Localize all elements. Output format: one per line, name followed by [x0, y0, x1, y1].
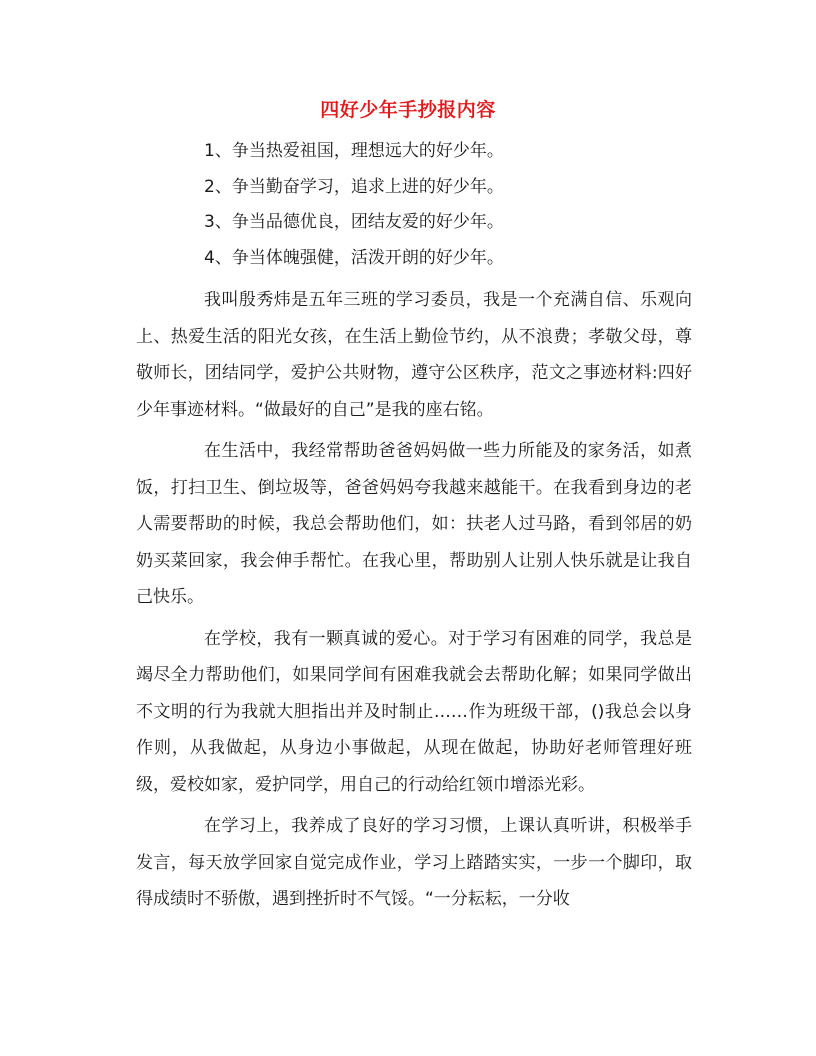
- list-item: 3、争当品德优良，团结友爱的好少年。: [204, 212, 504, 232]
- paragraph: 在学习上，我养成了良好的学习习惯，上课认真听讲，积极举手发言，每天放学回家自觉完成作业，学习上踏踏实实，一步一个脚印，取得成绩时不骄傲，遇到挫折时不气馁。“一分耘耘，一分收: [136, 816, 692, 909]
- list-item: 1、争当热爱祖国，理想远大的好少年。: [204, 141, 504, 161]
- document-title: 四好少年手抄报内容: [320, 99, 496, 121]
- body-text: [136, 282, 692, 923]
- paragraph: 在学校，我有一颗真诚的爱心。对于学习有困难的同学，我总是竭尽全力帮助他们，如果同学间有困难我就会去帮助化解；如果同学做出不文明的行为我就大胆指出并及时制止……作为班级干部，()我总会以身作则，从我做起，从身边小事做起，从现在做起，协助好老师管理好班级，爱校如家，爱护同学，用自己的行动给红领巾增添光彩。: [136, 628, 692, 795]
- list-item: 4、争当体魄强健，活泼开朗的好少年。: [204, 247, 504, 268]
- paragraph: 我叫殷秀炜是五年三班的学习委员，我是一个充满自信、乐观向上、热爱生活的阳光女孩，在生活上勤俭节约，从不浪费；孝敬父母，尊敬师长，团结同学，爱护公共财物，遵守公区秩序，范文之事迹材料:四好少年事迹材料。“做最好的自己”是我的座右铭。: [136, 290, 692, 420]
- goals-list: [204, 137, 724, 279]
- list-item: 2、争当勤奋学习，追求上进的好少年。: [204, 176, 504, 197]
- paragraph: 在生活中，我经常帮助爸爸妈妈做一些力所能及的家务活，如煮饭，打扫卫生、倒垃圾等，爸爸妈妈夸我越来越能干。在我看到身边的老人需要帮助的时候，我总会帮助他们，如：扶老人过马路，看到邻居的奶奶买菜回家，我会伸手帮忙。在我心里，帮助别人让别人快乐就是让我自己快乐。: [136, 441, 692, 607]
